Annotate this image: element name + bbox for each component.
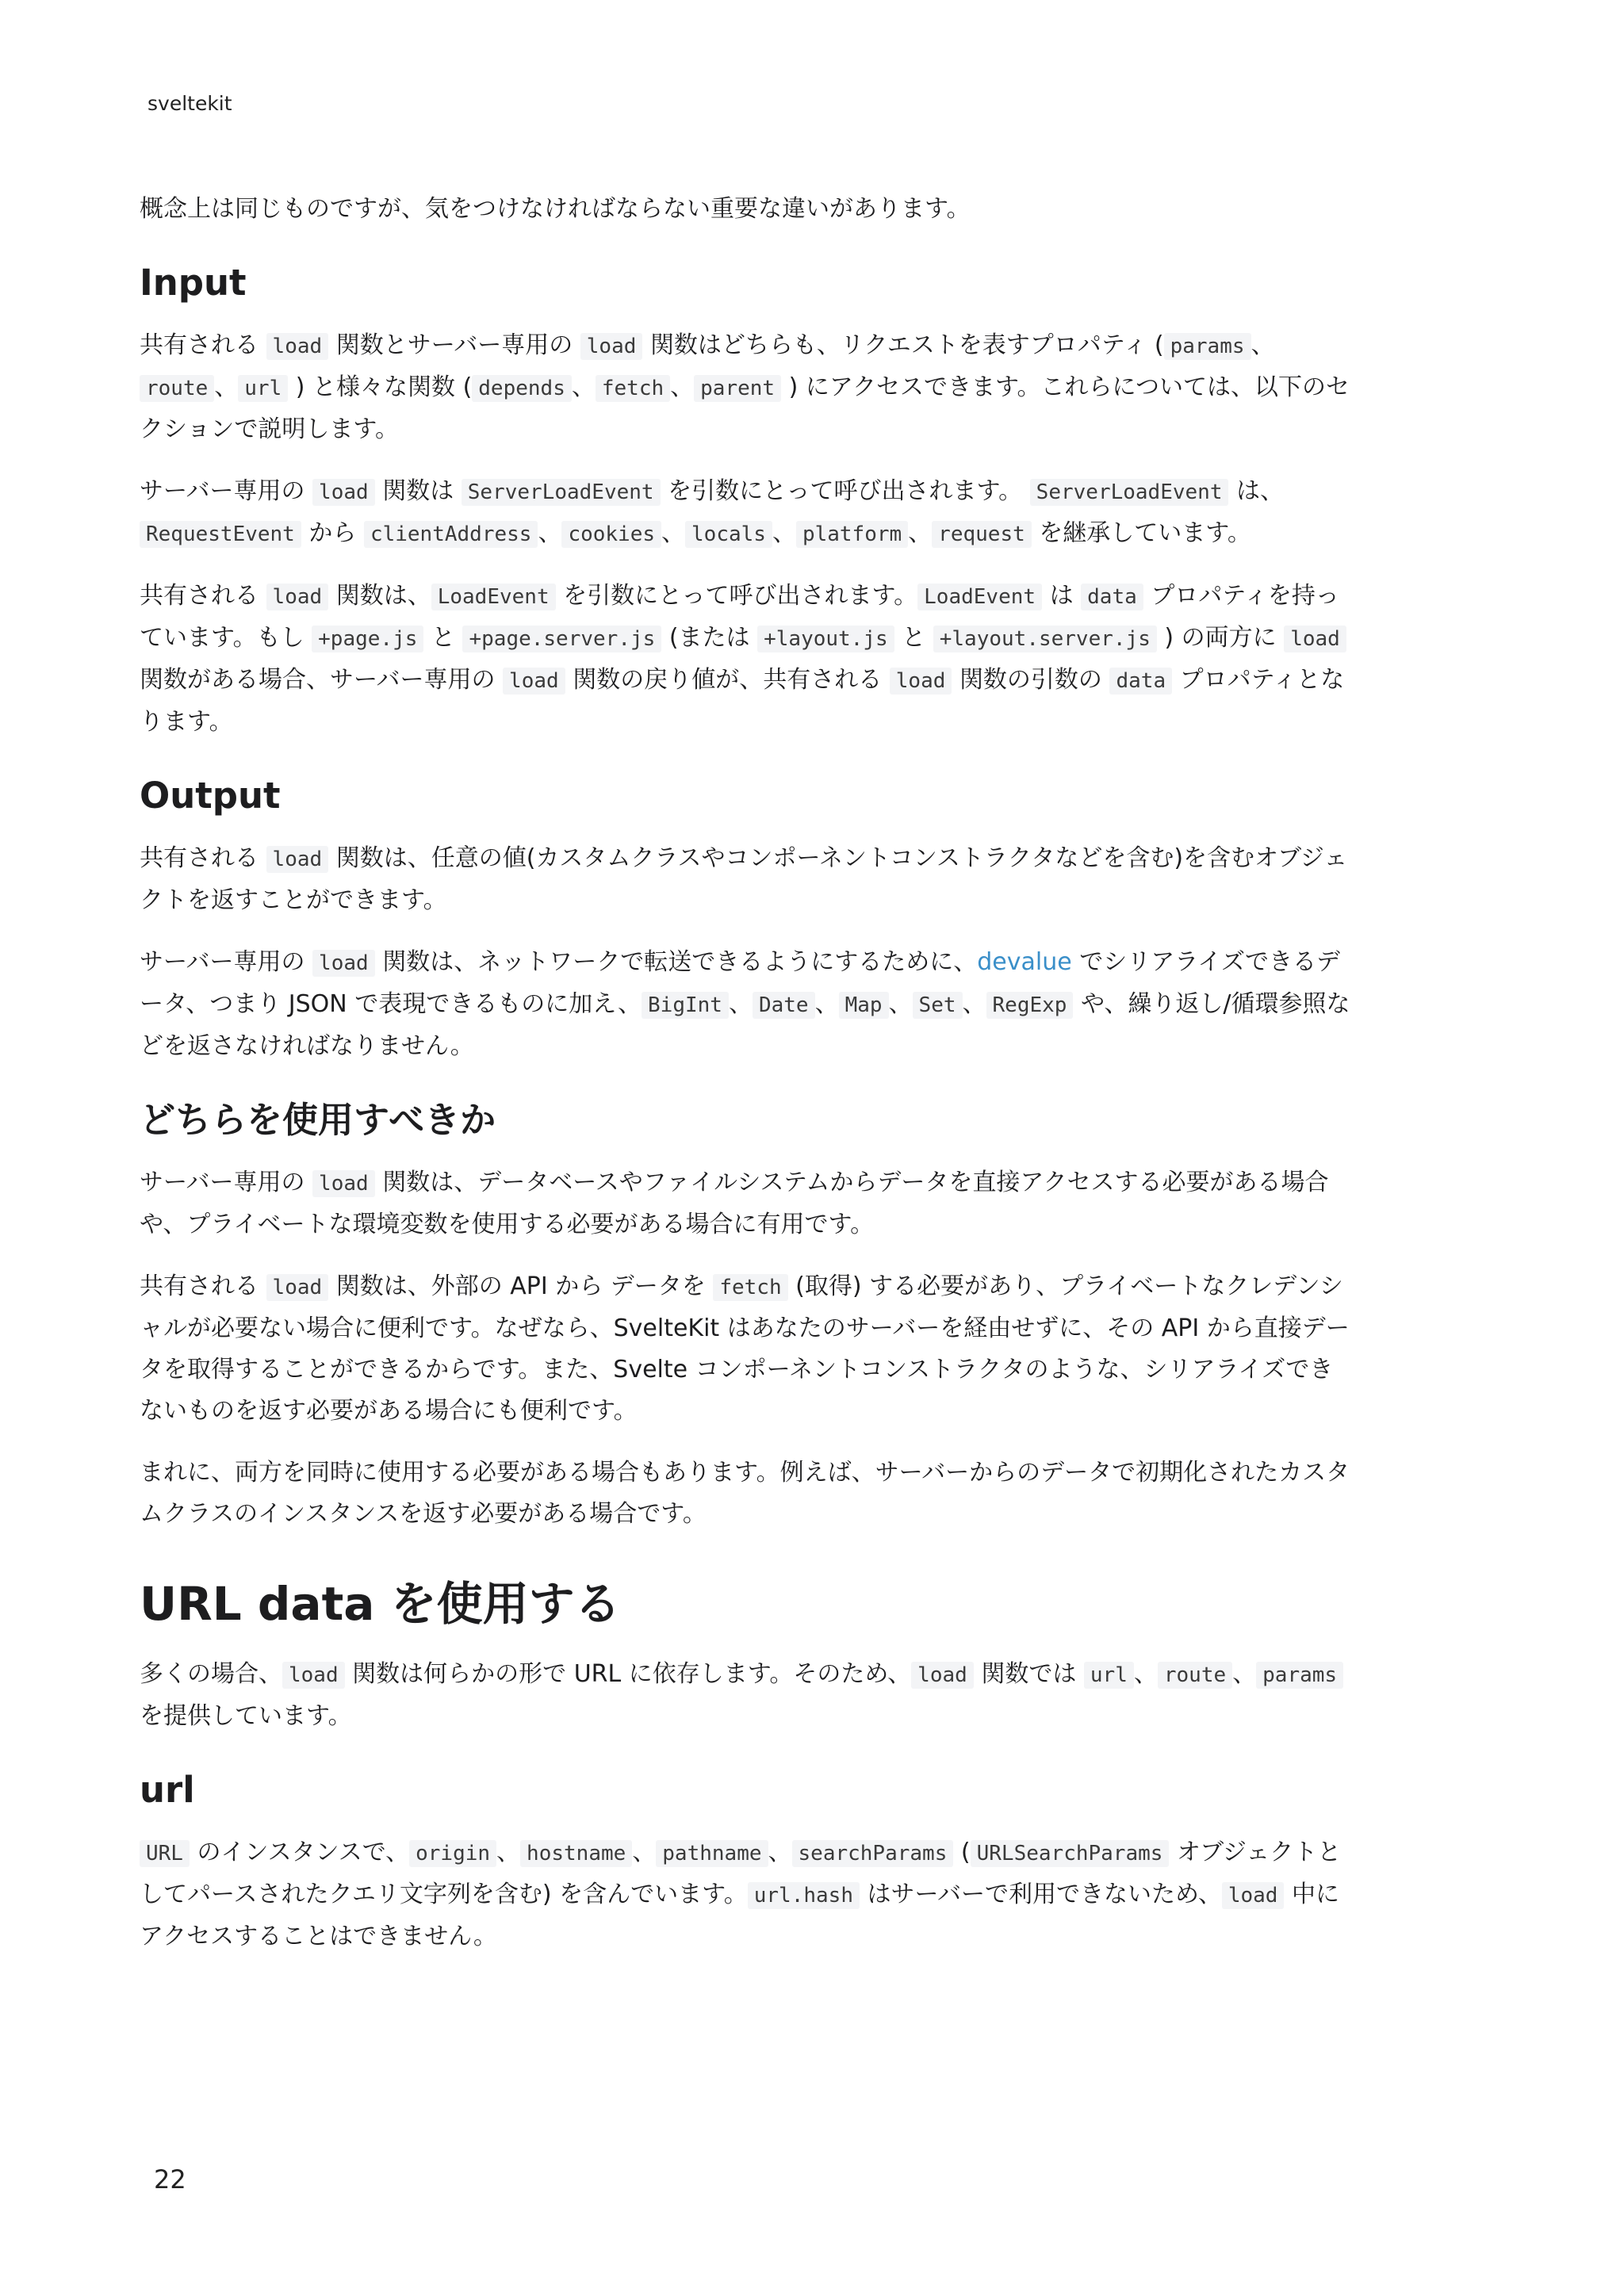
section-heading-output: Output <box>140 775 281 817</box>
input-paragraph-3 <box>140 576 1353 743</box>
text: 関数がある場合、サーバー専用の <box>140 666 496 694</box>
text: 、 <box>661 519 686 547</box>
inline-code: ServerLoadEvent <box>462 479 661 506</box>
text: ) と様々な関数 ( <box>295 373 473 401</box>
text: プロパティを持っています。もし <box>140 582 1339 652</box>
inline-code: +layout.js <box>757 626 894 652</box>
inline-code: load <box>890 668 952 695</box>
inline-code: pathname <box>656 1840 768 1867</box>
section-heading-url: url <box>140 1769 195 1811</box>
text: 、 <box>1133 1660 1158 1688</box>
inline-code: cookies <box>561 521 661 548</box>
text: 、 <box>214 373 239 401</box>
inline-code: request <box>932 521 1032 548</box>
inline-code: data <box>1081 584 1143 610</box>
text: サーバー専用の <box>140 477 305 505</box>
text: 、 <box>888 990 913 1018</box>
inline-code: URLSearchParams <box>971 1840 1170 1867</box>
inline-code: depends <box>472 375 572 402</box>
text: 共有される <box>140 582 259 610</box>
inline-code: load <box>1222 1882 1285 1909</box>
page-content <box>140 189 1353 1978</box>
inline-code: load <box>266 584 329 610</box>
text: 関数の戻り値が、共有される <box>573 666 883 694</box>
inline-code: route <box>1158 1662 1232 1689</box>
inline-code: ServerLoadEvent <box>1030 479 1229 506</box>
text: 関数は、外部の API から データを <box>335 1272 706 1300</box>
inline-code: load <box>312 479 375 506</box>
text: 、 <box>728 990 753 1018</box>
inline-code: load <box>312 950 375 977</box>
text: 関数は、データベースやファイルシステムからデータを直接アクセスする必要がある場合や、プライベートな環境変数を使用する必要がある場合に有用です。 <box>140 1169 1329 1238</box>
text: から <box>308 519 357 547</box>
input-paragraph-1 <box>140 325 1353 450</box>
text: 関数の引数の <box>959 666 1102 694</box>
section-heading-url-data: URL data を使用する <box>140 1577 621 1631</box>
input-paragraph-2 <box>140 471 1353 555</box>
text: 、 <box>538 519 562 547</box>
text: ( <box>960 1839 971 1866</box>
text: のインスタンスで、 <box>197 1839 410 1866</box>
inline-code: url.hash <box>748 1882 860 1909</box>
text: プロパティとなります。 <box>140 666 1345 736</box>
inline-code: clientAddress <box>364 521 538 548</box>
text: と <box>431 624 455 652</box>
inline-code: Set <box>913 992 963 1019</box>
text: 、 <box>962 990 986 1018</box>
text: を継承しています。 <box>1039 519 1251 547</box>
text: はサーバーで利用できないため、 <box>867 1881 1222 1908</box>
output-paragraph-2 <box>140 942 1353 1067</box>
urldata-paragraph-1 <box>140 1654 1353 1737</box>
text: 関数は、ネットワークで転送できるようにするために、 <box>382 948 978 976</box>
text: 関数は何らかの形で URL に依存します。そのため、 <box>352 1660 912 1688</box>
inline-code: RequestEvent <box>140 521 301 548</box>
inline-code: hostname <box>520 1840 632 1867</box>
inline-code: load <box>580 333 643 360</box>
inline-code: load <box>911 1662 974 1689</box>
inline-code: BigInt <box>642 992 729 1019</box>
text: (取得) する必要があり、プライベートなクレデンシャルが必要ない場合に便利です。なぜなら、SvelteKit はあなたのサーバーを経由せずに、その API から直接データを取得することができるからです。また、Svelte コンポーネントコンストラクタのような、シリアライズできないものを返す必要がある場合にも便利です。 <box>140 1272 1350 1425</box>
url-paragraph-1 <box>140 1832 1353 1957</box>
inline-code: url <box>238 375 288 402</box>
text: 中にアクセスすることはできません。 <box>140 1881 1340 1950</box>
text: でシリアライズできるデータ、つまり JSON で表現できるものに加え、 <box>140 948 1341 1018</box>
text: 、 <box>768 1839 792 1866</box>
inline-code: params <box>1164 333 1251 360</box>
inline-code: Date <box>753 992 815 1019</box>
inline-code: load <box>266 846 329 873</box>
text: 、 <box>632 1839 657 1866</box>
inline-code: Map <box>839 992 889 1019</box>
text: サーバー専用の <box>140 948 305 976</box>
text: と <box>902 624 926 652</box>
text: を引数にとって呼び出されます。 <box>563 582 918 610</box>
text: を提供しています。 <box>140 1702 352 1730</box>
devalue-link[interactable]: devalue <box>977 948 1072 976</box>
running-header: sveltekit <box>147 92 232 115</box>
text: は、 <box>1236 477 1285 505</box>
section-heading-which: どちらを使用すべきか <box>140 1099 496 1141</box>
inline-code: +layout.server.js <box>933 626 1157 652</box>
text: 、 <box>571 373 596 401</box>
inline-code: fetch <box>713 1274 787 1301</box>
inline-code: +page.js <box>312 626 423 652</box>
inline-code: data <box>1109 668 1172 695</box>
inline-code: +page.server.js <box>462 626 661 652</box>
text: 多くの場合、 <box>140 1660 282 1688</box>
text: オブジェクトとしてパースされたクエリ文字列を含む) を含んでいます。 <box>140 1839 1342 1908</box>
inline-code: load <box>266 333 329 360</box>
section-heading-input: Input <box>140 262 247 304</box>
inline-code: RegExp <box>986 992 1074 1019</box>
text: 、 <box>908 519 933 547</box>
inline-code: load <box>282 1662 345 1689</box>
inline-code: LoadEvent <box>917 584 1042 610</box>
text: や、繰り返し/循環参照などを返さなければなりません。 <box>140 990 1350 1060</box>
text: 、 <box>1232 1660 1257 1688</box>
inline-code: origin <box>409 1840 496 1867</box>
text: ) にアクセスできます。これらについては、以下のセクションで説明します。 <box>140 373 1350 443</box>
text: 共有される <box>140 844 259 872</box>
text: を引数にとって呼び出されます。 <box>668 477 1023 505</box>
inline-code: locals <box>685 521 772 548</box>
text: 関数では <box>981 1660 1077 1688</box>
which-paragraph-2 <box>140 1266 1353 1432</box>
inline-code: searchParams <box>792 1840 954 1867</box>
text: 共有される <box>140 1272 259 1300</box>
inline-code: LoadEvent <box>431 584 556 610</box>
inline-code: params <box>1256 1662 1343 1689</box>
text: 、 <box>772 519 796 547</box>
text: 関数はどちらも、リクエストを表すプロパティ ( <box>649 331 1164 359</box>
text: 、 <box>496 1839 521 1866</box>
inline-code: URL <box>140 1840 190 1867</box>
text: 、 <box>670 373 695 401</box>
inline-code: parent <box>694 375 781 402</box>
output-paragraph-1 <box>140 838 1353 921</box>
text: サーバー専用の <box>140 1169 305 1196</box>
text: 、 <box>814 990 839 1018</box>
page-number: 22 <box>154 2164 186 2195</box>
inline-code: route <box>140 375 214 402</box>
inline-code: load <box>503 668 565 695</box>
text: は <box>1049 582 1074 610</box>
text: 関数は <box>382 477 454 505</box>
inline-code: fetch <box>596 375 670 402</box>
text: 共有される <box>140 331 259 359</box>
text: 関数は、 <box>335 582 431 610</box>
which-paragraph-1 <box>140 1162 1353 1246</box>
which-paragraph-3: まれに、両方を同時に使用する必要がある場合もあります。例えば、サーバーからのデータで初期化されたカスタムクラスのインスタンスを返す必要がある場合です。 <box>140 1459 1350 1528</box>
text: ) の両方に <box>1164 624 1277 652</box>
text: (または <box>668 624 750 652</box>
text: 関数は、任意の値(カスタムクラスやコンポーネントコンストラクタなどを含む)を含むオブジェクトを返すことができます。 <box>140 844 1348 914</box>
inline-code: load <box>1284 626 1346 652</box>
inline-code: platform <box>796 521 908 548</box>
text: 、 <box>1251 331 1275 359</box>
inline-code: url <box>1084 1662 1134 1689</box>
inline-code: load <box>312 1170 375 1197</box>
inline-code: load <box>266 1274 329 1301</box>
text: 関数とサーバー専用の <box>335 331 573 359</box>
intro-paragraph: 概念上は同じものですが、気をつけなければならない重要な違いがあります。 <box>140 195 971 223</box>
